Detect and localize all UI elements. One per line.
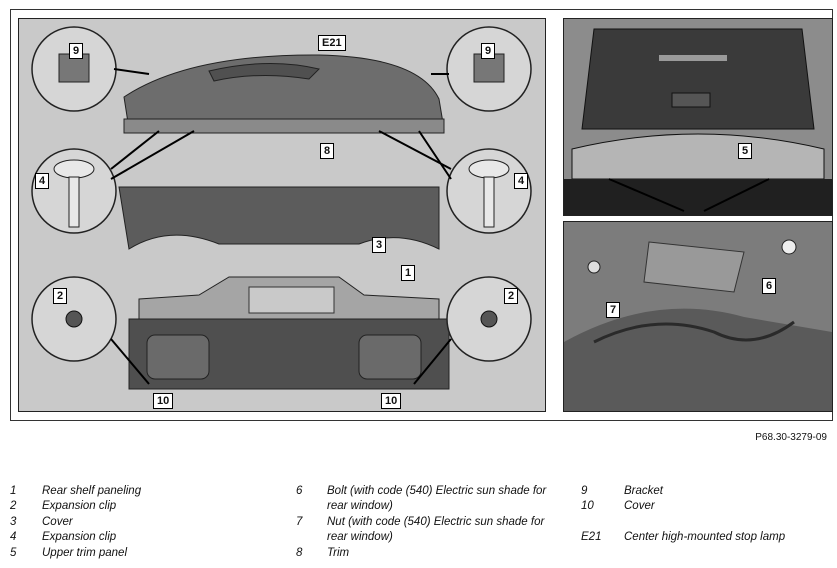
- callout-e21: E21: [318, 35, 346, 51]
- legend-text: Rear shelf paneling: [42, 485, 142, 497]
- legend-text: Cover: [624, 500, 655, 513]
- legend-column-2: [296, 484, 551, 561]
- legend-item: [581, 484, 831, 499]
- exploded-view-drawing: [19, 19, 545, 411]
- legend-text: Bracket: [624, 485, 663, 497]
- legend-item: [10, 546, 270, 561]
- callout-3: 3: [372, 237, 386, 253]
- legend-text: Bolt (with code (540) Electric sun shade for rear window): [327, 485, 547, 513]
- legend-text: Expansion clip: [42, 531, 117, 544]
- exploded-view-panel: [18, 18, 546, 412]
- legend-column-1: [10, 484, 270, 561]
- legend-text: Upper trim panel: [42, 546, 128, 559]
- callout-2-left: 2: [53, 288, 67, 304]
- legend-text: Cover: [42, 515, 73, 528]
- trunk-interior-drawing: [564, 222, 832, 411]
- rear-window-drawing: [564, 19, 832, 215]
- legend-item: [296, 515, 551, 546]
- legend-number: 2: [10, 500, 17, 513]
- legend-item: [10, 499, 270, 514]
- callout-10-left: 10: [153, 393, 173, 409]
- legend-text: Expansion clip: [42, 500, 117, 513]
- legend-number: 8: [296, 547, 303, 559]
- legend-number: 6: [296, 485, 303, 497]
- legend-item: [296, 546, 551, 561]
- callout-9-right: 9: [481, 43, 495, 59]
- figure-reference: P68.30-3279-09: [755, 432, 827, 443]
- legend-text: Trim: [327, 547, 350, 559]
- callout-9-left: 9: [69, 43, 83, 59]
- legend-number: 4: [10, 531, 17, 544]
- callout-2-right: 2: [504, 288, 518, 304]
- legend-column-3: [581, 484, 831, 545]
- rear-window-photo-panel: [563, 18, 833, 216]
- legend-item: [581, 499, 831, 514]
- callout-5: 5: [738, 143, 752, 159]
- legend-number: 10: [581, 500, 594, 513]
- legend-number: 1: [10, 485, 17, 497]
- legend-item: [296, 484, 551, 515]
- callout-6: 6: [762, 278, 776, 294]
- legend-item: [10, 515, 270, 530]
- legend-number: E21: [581, 530, 602, 543]
- callout-7: 7: [606, 302, 620, 318]
- legend-text: Nut (with code (540) Electric sun shade for rear window): [327, 516, 545, 544]
- legend-item: [10, 484, 270, 499]
- callout-4-right: 4: [514, 173, 528, 189]
- trunk-interior-photo-panel: [563, 221, 833, 412]
- callout-1: 1: [401, 265, 415, 281]
- legend-item: [10, 530, 270, 545]
- legend-item: [581, 530, 831, 545]
- callout-8: 8: [320, 143, 334, 159]
- legend-number: 3: [10, 515, 17, 528]
- legend-number: 9: [581, 485, 588, 497]
- callout-4-left: 4: [35, 173, 49, 189]
- legend-number: 7: [296, 516, 303, 528]
- callout-10-right: 10: [381, 393, 401, 409]
- legend-text: Center high-mounted stop lamp: [624, 530, 786, 543]
- legend-number: 5: [10, 546, 17, 559]
